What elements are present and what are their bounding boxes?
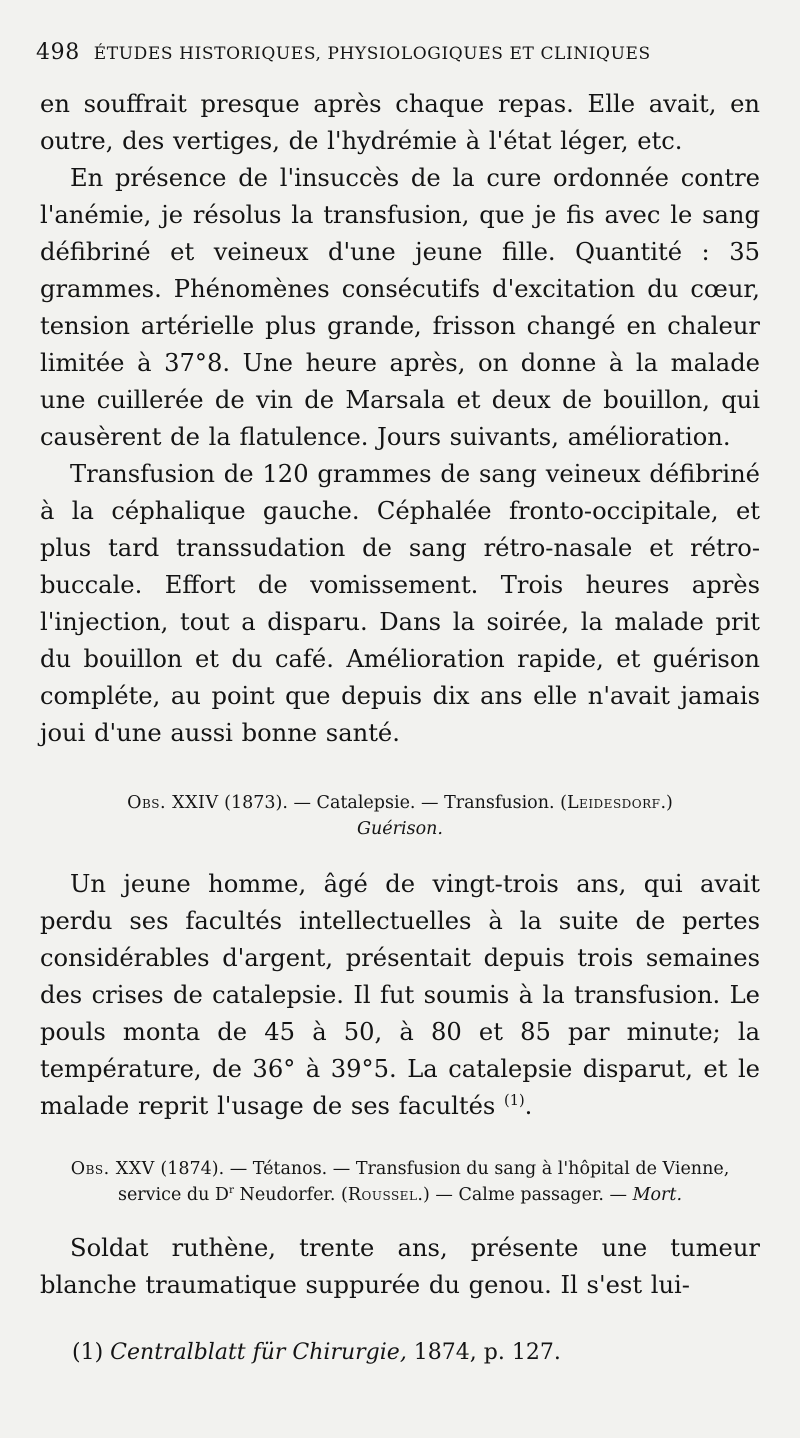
observation-label: Obs. XXV — [70, 1159, 155, 1179]
footnote-source: Centralblatt für Chirurgie, — [110, 1340, 407, 1365]
paragraph-soldier: Soldat ruthène, trente ans, présente une tumeur blanche traumatique suppurée du genou. Il s'est lui- — [40, 1234, 760, 1299]
observation-surgeon: Neudorfer. ( — [233, 1185, 348, 1205]
observation-service: service du D — [117, 1185, 229, 1205]
footnote-ref: 1874, p. 127. — [406, 1340, 561, 1365]
paragraph-transfusion-second: Transfusion de 120 grammes de sang veineux défibriné à la céphalique gauche. Céphalée fronto-occipitale, et plus tard transsudation de sang rétro-nasale et rétro-buccale. Effort de vomissement. Trois heures après l'injection, tout a disparu. Dans la soirée, la malade prit du bouillon et du café. Amélioration rapide, et guérison compléte, au point que depuis dix ans elle n'avait jamais joui d'une aussi bonne santé. — [40, 460, 760, 747]
text-block-3 — [40, 1230, 760, 1304]
paragraph-transfusion-first: En présence de l'insuccès de la cure ordonnée contre l'anémie, je résolus la transfusion, que je fis avec le sang défibriné et veineux d'une jeune fille. Quantité : 35 grammes. Phénomènes consécutifs d'excitation du cœur, tension artérielle plus grande, frisson changé en chaleur limitée à 37°8. Une heure après, on donne à la malade une cuillerée de vin de Marsala et deux de bouillon, qui causèrent de la flatulence. Jours suivants, amélioration. — [40, 164, 760, 451]
observation-outcome: Guérison. — [357, 819, 443, 839]
paragraph-catalepsy-text: Un jeune homme, âgé de vingt-trois ans, qui avait perdu ses facultés intellectuelles à la suite de pertes considérables d'argent, présentait depuis trois semaines des crises de catalepsie. Il fut soumis à la transfusion. Le pouls monta de 45 à 50, à 80 et 85 par minute; la température, de 36° à 39°5. La catalepsie disparut, et le malade reprit l'usage de ses facultés — [40, 870, 760, 1120]
observation-title-line-2 — [40, 1182, 760, 1208]
paragraph-end: . — [524, 1092, 533, 1120]
running-title: ÉTUDES HISTORIQUES, PHYSIOLOGIQUES ET CLINIQUES — [93, 44, 651, 64]
observation-outcome: Mort. — [632, 1185, 683, 1205]
footnote — [72, 1336, 752, 1370]
observation-label: Obs. XXIV — [127, 793, 219, 813]
observation-title — [40, 790, 760, 816]
doctor-abbrev-sup: r — [228, 1184, 234, 1197]
text-block-1 — [40, 86, 760, 752]
page-number: 498 — [36, 40, 80, 65]
observation-author: Leidesdorf — [566, 793, 661, 813]
running-header — [36, 40, 756, 74]
footnote-reference: (1) — [504, 1092, 525, 1109]
observation-author: Roussel — [347, 1185, 418, 1205]
observation-close: .) — [660, 793, 673, 813]
observation-text: (1873). — Catalepsie. — Transfusion. ( — [224, 793, 567, 813]
observation-heading-24 — [40, 790, 760, 842]
paragraph-catalepsy — [40, 866, 760, 1125]
observation-heading-25 — [40, 1156, 760, 1208]
observation-title-line-1 — [40, 1156, 760, 1182]
text-block-2 — [40, 866, 760, 1125]
footnote-marker: (1) — [72, 1340, 104, 1365]
observation-text: (1874). — Tétanos. — Transfusion du sang à l'hôpital de Vienne, — [160, 1159, 730, 1179]
observation-result-text: .) — Calme passager. — — [417, 1185, 633, 1205]
paragraph-continuation: en souffrait presque après chaque repas. Elle avait, en outre, des vertiges, de l'hydrémie à l'état léger, etc. — [40, 90, 760, 155]
